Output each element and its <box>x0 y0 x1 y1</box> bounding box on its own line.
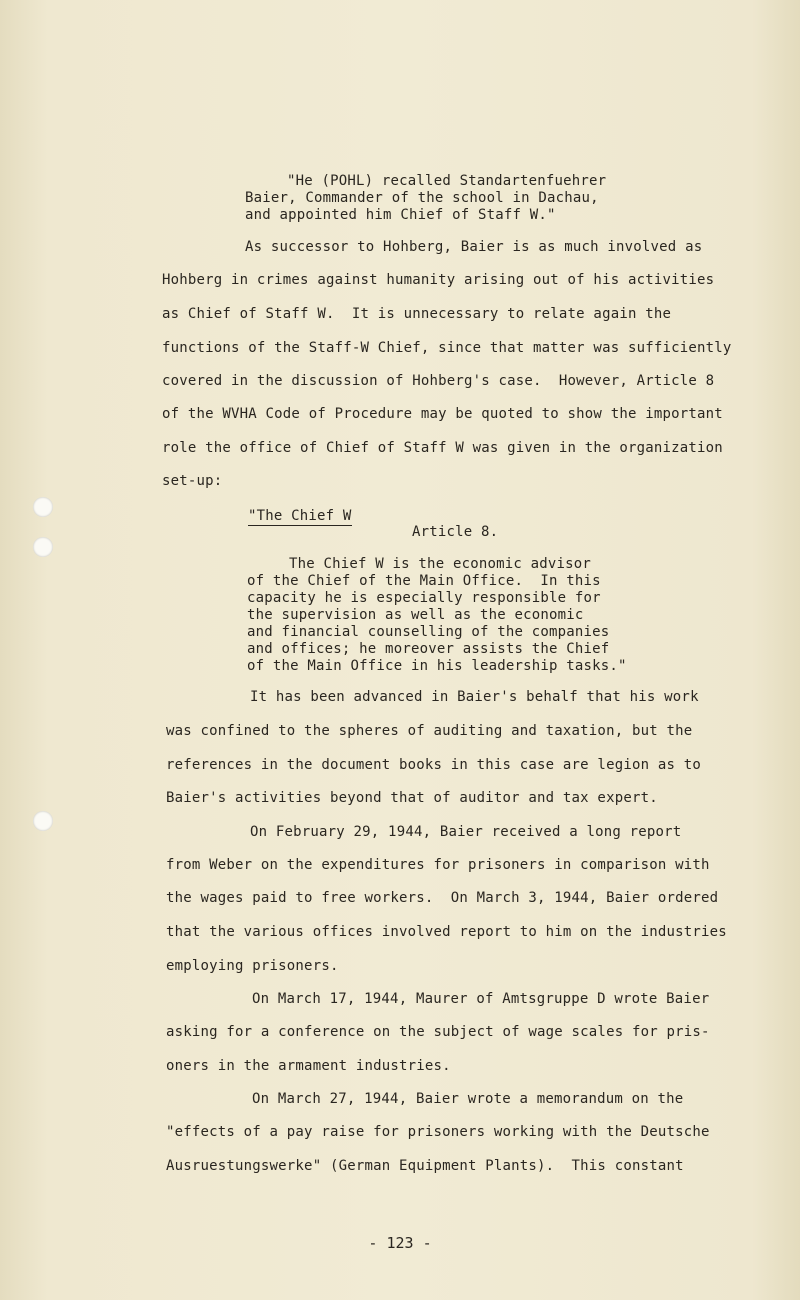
body-line: It has been advanced in Baier's behalf that his work <box>250 689 699 705</box>
body-line: the wages paid to free workers. On March 3, 1944, Baier ordered <box>166 890 719 906</box>
quote2-line: of the Main Office in his leadership tasks." <box>247 658 627 674</box>
quote2-line: capacity he is especially responsible for <box>247 590 601 606</box>
body-line: Hohberg in crimes against humanity arising out of his activities <box>162 272 715 288</box>
body-line: functions of the Staff-W Chief, since that matter was sufficiently <box>162 340 732 356</box>
body-line: set-up: <box>162 473 223 489</box>
body-line: "effects of a pay raise for prisoners working with the Deutsche <box>166 1124 710 1140</box>
punch-hole <box>33 537 53 557</box>
quote2-line: and financial counselling of the companies <box>247 624 610 640</box>
body-line: On March 27, 1944, Baier wrote a memorandum on the <box>252 1091 684 1107</box>
body-line: As successor to Hohberg, Baier is as much involved as <box>245 239 703 255</box>
quote2-line: and offices; he moreover assists the Chief <box>247 641 610 657</box>
quote2-article: Article 8. <box>412 524 499 540</box>
punch-hole <box>33 497 53 517</box>
punch-hole <box>33 811 53 831</box>
body-line: role the office of Chief of Staff W was given in the organization <box>162 440 723 456</box>
body-line: that the various offices involved report to him on the industries <box>166 924 727 940</box>
body-line: asking for a conference on the subject of wage scales for pris- <box>166 1024 710 1040</box>
body-line: was confined to the spheres of auditing and taxation, but the <box>166 723 693 739</box>
body-line: references in the document books in this case are legion as to <box>166 757 701 773</box>
body-line: from Weber on the expenditures for prisoners in comparison with <box>166 857 710 873</box>
quote1-line: and appointed him Chief of Staff W." <box>245 207 556 223</box>
quote2-heading: "The Chief W <box>248 508 352 524</box>
quote2-line: of the Chief of the Main Office. In this <box>247 573 601 589</box>
body-line: Ausruestungswerke" (German Equipment Plants). This constant <box>166 1158 684 1174</box>
body-line: covered in the discussion of Hohberg's case. However, Article 8 <box>162 373 715 389</box>
quote1-line: Baier, Commander of the school in Dachau, <box>245 190 599 206</box>
body-line: On March 17, 1944, Maurer of Amtsgruppe D wrote Baier <box>252 991 710 1007</box>
body-line: employing prisoners. <box>166 958 339 974</box>
quote2-line: the supervision as well as the economic <box>247 607 584 623</box>
body-line: Baier's activities beyond that of auditor and tax expert. <box>166 790 658 806</box>
quote2-line: The Chief W is the economic advisor <box>289 556 592 572</box>
page-number: - 123 - <box>368 1234 432 1252</box>
body-line: On February 29, 1944, Baier received a long report <box>250 824 682 840</box>
quote1-line: "He (POHL) recalled Standartenfuehrer <box>287 173 607 189</box>
body-line: of the WVHA Code of Procedure may be quoted to show the important <box>162 406 723 422</box>
body-line: oners in the armament industries. <box>166 1058 451 1074</box>
body-line: as Chief of Staff W. It is unnecessary to relate again the <box>162 306 672 322</box>
